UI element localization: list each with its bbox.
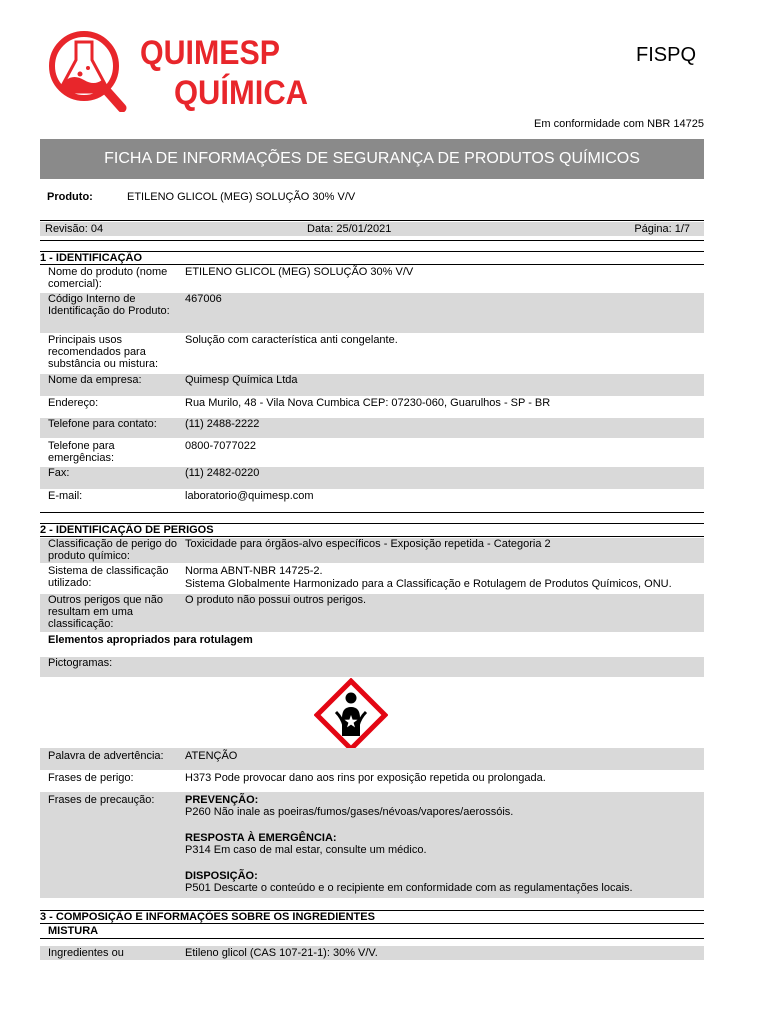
id-row-phone — [40, 418, 704, 438]
row-label: Telefone para contato: — [48, 418, 157, 430]
revision-date: Data: 25/01/2021 — [307, 223, 392, 235]
row-value: Rua Murilo, 48 - Vila Nova Cumbica CEP: 07230-060, Guarulhos - SP - BR — [185, 397, 551, 409]
row-label: Palavra de advertência: — [48, 750, 164, 762]
row-label: Frases de perigo: — [48, 772, 134, 784]
response-text: P314 Em caso de mal estar, consulte um médico. — [185, 844, 427, 856]
row-label: Endereço: — [48, 397, 99, 409]
id-row-product-name — [40, 266, 704, 292]
brand-line-2: QUÍMICA — [174, 74, 308, 112]
page-number: Página: 1/7 — [634, 223, 690, 235]
row-value: Toxicidade para órgãos-alvo específicos - Exposição repetida - Categoria 2 — [185, 538, 551, 550]
revision-number: Revisão: 04 — [45, 223, 104, 235]
row-value — [185, 794, 703, 894]
section-2-title: 2 - IDENTIFICAÇÃO DE PERIGOS — [40, 524, 214, 536]
row-value: 467006 — [185, 293, 222, 305]
pictograms-row — [40, 657, 704, 677]
section-divider — [40, 512, 704, 513]
row-label: Telefone para emergências: — [48, 440, 115, 464]
quimesp-logo — [40, 28, 312, 112]
document-type: FISPQ — [636, 44, 697, 66]
disposal-text: P501 Descarte o conteúdo e o recipiente em conformidade com as regulamentações locais. — [185, 882, 633, 894]
row-value: Etileno glicol (CAS 107-21-1): 30% V/V. — [185, 947, 378, 959]
product-label: Produto: — [47, 191, 93, 203]
id-row-internal-code — [40, 293, 704, 333]
row-value: ETILENO GLICOL (MEG) SOLUÇÃO 30% V/V — [185, 266, 414, 278]
id-row-company — [40, 374, 704, 396]
divider — [40, 240, 704, 241]
prevention-title: PREVENÇÃO: — [185, 794, 259, 806]
row-label: Nome do produto (nome comercial): — [48, 266, 168, 290]
ghs08-health-hazard-icon — [314, 678, 388, 752]
section-divider — [40, 923, 704, 924]
section-1-title: 1 - IDENTIFICAÇÃO — [40, 252, 143, 264]
signal-word-row — [40, 748, 704, 770]
id-row-fax — [40, 467, 704, 489]
row-value: Solução com característica anti congelante. — [185, 334, 398, 346]
signal-word: ATENÇÃO — [185, 750, 238, 762]
row-label: Principais usos recomendados para substância ou mistura: — [48, 334, 159, 370]
row-label: E-mail: — [48, 490, 83, 502]
row-value: H373 Pode provocar dano aos rins por exposição repetida ou prolongada. — [185, 772, 546, 784]
divider — [40, 220, 704, 221]
row-value: O produto não possui outros perigos. — [185, 594, 367, 606]
section-3-title: 3 - COMPOSIÇÃO E INFORMAÇÕES SOBRE OS INGREDIENTES — [40, 911, 375, 923]
ingredients-row — [40, 946, 704, 960]
system-norm: Norma ABNT-NBR 14725-2. — [185, 565, 323, 577]
other-hazards-row — [40, 594, 704, 632]
id-row-uses — [40, 334, 704, 372]
precautionary-statements-row — [40, 792, 704, 898]
flask-magnifier-icon — [52, 34, 122, 108]
conformity-note: Em conformidade com NBR 14725 — [534, 118, 704, 130]
row-label: Fax: — [48, 467, 70, 479]
mixture-heading: MISTURA — [48, 925, 99, 937]
row-label: Nome da empresa: — [48, 374, 142, 386]
disposal-title: DISPOSIÇÃO: — [185, 870, 258, 882]
hazard-statements-row — [40, 772, 704, 790]
row-label: Sistema de classificação utilizado: — [48, 565, 169, 589]
brand-line-1: QUIMESP — [140, 34, 280, 72]
row-value: laboratorio@quimesp.com — [185, 490, 314, 502]
row-label: Pictogramas: — [48, 657, 113, 669]
product-name: ETILENO GLICOL (MEG) SOLUÇÃO 30% V/V — [127, 191, 356, 203]
revision-bar — [40, 222, 704, 236]
row-value: Quimesp Química Ltda — [185, 374, 298, 386]
id-row-email — [40, 490, 704, 510]
label-elements-heading: Elementos apropriados para rotulagem — [48, 634, 253, 646]
row-label: Frases de precaução: — [48, 794, 155, 806]
row-value: (11) 2482-0220 — [185, 467, 260, 479]
document-banner: FICHA DE INFORMAÇÕES DE SEGURANÇA DE PRODUTOS QUÍMICOS — [40, 139, 704, 179]
system-ghs: Sistema Globalmente Harmonizado para a Classificação e Rotulagem de Produtos Químicos, ONU. — [185, 578, 672, 590]
row-value: 0800-7077022 — [185, 440, 256, 452]
section-divider — [40, 536, 704, 537]
hazard-classification-row — [40, 538, 704, 563]
row-label: Código Interno de Identificação do Produto: — [48, 293, 170, 317]
row-label: Classificação de perigo do produto químico: — [48, 538, 178, 562]
classification-system-row — [40, 565, 704, 593]
response-title: RESPOSTA À EMERGÊNCIA: — [185, 832, 337, 844]
id-row-emergency-phone — [40, 440, 704, 466]
prevention-text: P260 Não inale as poeiras/fumos/gases/névoas/vapores/aerossóis. — [185, 806, 514, 818]
row-value: (11) 2488-2222 — [185, 418, 260, 430]
row-value — [185, 565, 703, 590]
id-row-address — [40, 397, 704, 417]
product-line — [47, 191, 355, 203]
section-divider — [40, 938, 704, 939]
section-divider — [40, 264, 704, 265]
row-label: Ingredientes ou — [48, 947, 124, 959]
row-label: Outros perigos que não resultam em uma classificação: — [48, 594, 163, 630]
